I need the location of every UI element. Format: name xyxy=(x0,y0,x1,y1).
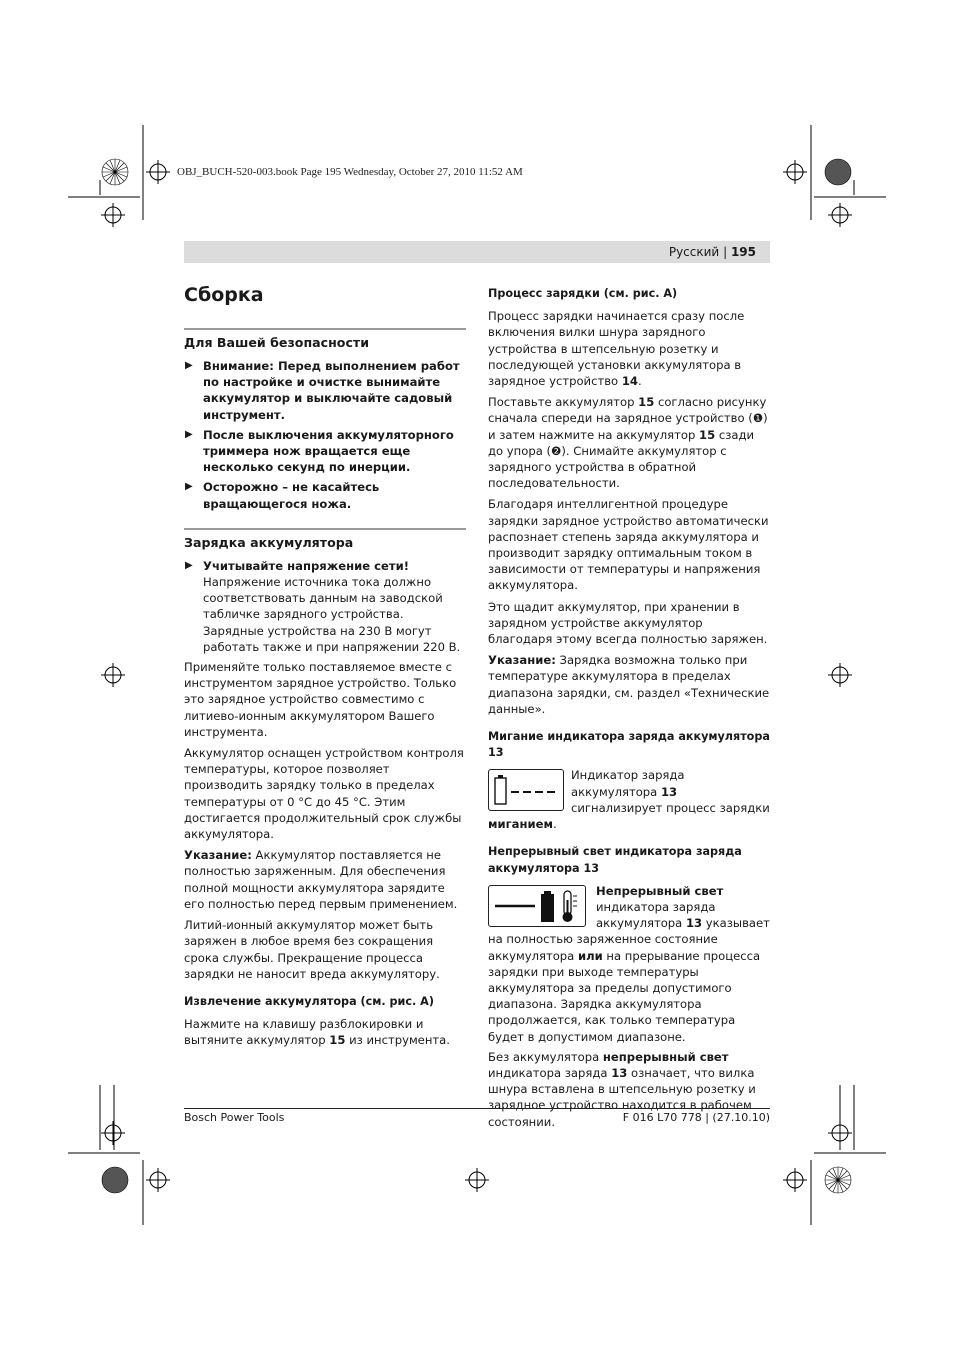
steady-heading: Непрерывный свет индикатора заряда аккумулятора 13 xyxy=(488,845,742,875)
right-column xyxy=(488,282,770,1135)
process-para-3: Благодаря интеллигентной процедуре зарядки зарядное устройство автоматически распознает степень заряда аккумулятора и производит зарядку оптимальным током в зависимости от температуры и напряжения аккумулятора. xyxy=(488,497,769,593)
safety-item: ▶ Внимание: Перед выполнением работ по настройке и очистке вынимайте аккумулятор и выключайте садовый инструмент. xyxy=(185,359,460,422)
steady-block: Непрерывный свет индикатора заряда аккумулятора 13 указывает на полностью заряженное состояние аккумулятора или на прерывание процесса зарядки при выходе температуры аккумулятора за пределы допустимого диапазона. Зарядка аккумулятора продолжается, как только температура будет в допустимом диапазоне. xyxy=(488,883,770,1044)
page-footer xyxy=(184,1108,770,1124)
process-para-4: Это щадит аккумулятор, при хранении в зарядном устройстве аккумулятор благодаря этому всегда полностью заряжен. xyxy=(488,599,768,647)
header-separator: | xyxy=(723,245,728,259)
section-heading-charging: Зарядка аккумулятора xyxy=(184,528,466,552)
charging-bullet-bold: Учитывайте напряжение сети! xyxy=(203,558,410,573)
process-note: Указание: Зарядка возможна только при температуре аккумулятора в пределах диапазона зарядки, см. раздел «Технические данные». xyxy=(488,653,770,716)
process-para-2: Поставьте аккумулятор 15 согласно рисунку сначала спереди на зарядное устройство (❶) и затем нажмите на аккумулятор 15 сзади до упора (❷). Снимайте аккумулятор с зарядного устройства в обратной последовательности. xyxy=(488,395,768,491)
removal-heading: Извлечение аккумулятора (см. рис. A) xyxy=(184,994,434,1008)
process-heading: Процесс зарядки (см. рис. A) xyxy=(488,287,678,300)
blinking-indicator-icon xyxy=(488,769,564,811)
section-heading-safety: Для Вашей безопасности xyxy=(184,328,466,352)
print-info-line: OBJ_BUCH-520-003.book Page 195 Wednesday, October 27, 2010 11:52 AM xyxy=(177,166,523,178)
bullet-triangle-icon: ▶ xyxy=(185,481,193,493)
steady-light-battery-thermometer-icon xyxy=(488,885,586,927)
safety-item: ▶ Осторожно – не касайтесь вращающегося ножа. xyxy=(185,480,380,511)
charging-bullet-text: Напряжение источника тока должно соответствовать данным на заводской табличке зарядного устройства. Зарядные устройства на 230 В могут работать также и при напряжении 220 В. xyxy=(203,575,461,654)
process-para-1: Процесс зарядки начинается сразу после включения вилки шнура зарядного устройства в штепсельную розетку и последующей установки аккумулятора в зарядное устройство 14. xyxy=(488,309,745,389)
blink-heading: Мигание индикатора заряда аккумулятора 13 xyxy=(488,730,770,760)
bullet-triangle-icon: ▶ xyxy=(185,559,193,571)
page-header-label xyxy=(669,245,756,259)
charging-bullet xyxy=(184,558,466,655)
page-header-bar xyxy=(184,241,770,263)
footer-brand: Bosch Power Tools xyxy=(184,1111,285,1124)
charging-para-2: Аккумулятор оснащен устройством контроля температуры, которое позволяет производить зарядку только в пределах температуры от 0 °C до 45 °C. Этим достигается продолжительный срок службы аккумулятора. xyxy=(184,746,464,842)
page-title: Сборка xyxy=(184,284,264,306)
header-language: Русский xyxy=(668,245,720,259)
header-page-number: 195 xyxy=(730,245,756,259)
charging-note: Указание: Аккумулятор поставляется не полностью заряженным. Для обеспечения полной мощности аккумулятора зарядите его полностью перед первым применением. xyxy=(184,848,458,911)
footer-doc-number: F 016 L70 778 | (27.10.10) xyxy=(622,1111,770,1124)
removal-text: Нажмите на клавишу разблокировки и вытяните аккумулятор 15 из инструмента. xyxy=(184,1017,450,1048)
left-column xyxy=(184,282,466,1054)
charging-para-1: Применяйте только поставляемое вместе с инструментом зарядное устройство. Только это зарядное устройство совместимо с литиево-ионным аккумулятором Вашего инструмента. xyxy=(184,660,457,739)
safety-item: ▶ После выключения аккумуляторного триммера нож вращается еще несколько секунд по инерции. xyxy=(185,427,454,475)
steady-para-2: Без аккумулятора непрерывный свет индикатора заряда 13 означает, что вилка шнура вставлена в штепсельную розетку и зарядное устройство находится в рабочем состоянии. xyxy=(488,1049,756,1129)
charging-para-3: Литий-ионный аккумулятор может быть заряжен в любое время без сокращения срока службы. Прекращение процесса зарядки не наносит вреда аккумулятору. xyxy=(184,918,440,981)
bullet-triangle-icon: ▶ xyxy=(185,428,193,440)
blink-block: Индикатор заряда аккумулятора 13 сигнализирует процесс зарядки миганием. xyxy=(488,768,770,832)
bullet-triangle-icon: ▶ xyxy=(185,360,193,371)
